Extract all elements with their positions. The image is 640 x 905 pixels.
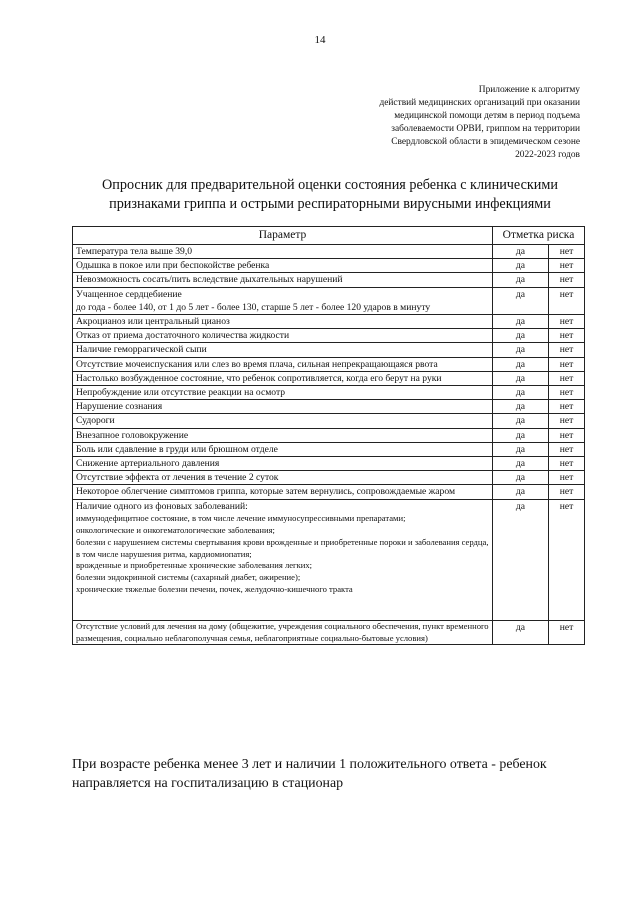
table-header-row — [73, 227, 585, 245]
answer-yes: да — [493, 414, 549, 428]
background-diseases-title: Наличие одного из фоновых заболеваний: — [76, 500, 248, 512]
background-disease-item: иммунодефицитное состояние, в том числе лечение иммуносупрессивными препаратами; — [76, 512, 406, 523]
answer-no: нет — [549, 315, 585, 329]
table-row — [73, 371, 585, 385]
row-parameter: Акроцианоз или центральный цианоз — [73, 315, 493, 329]
answer-no: нет — [549, 343, 585, 357]
appendix-line: Приложение к алгоритму — [478, 85, 580, 95]
appendix-line: медицинской помощи детям в период подъема — [394, 111, 580, 121]
row-parameter: Некоторое облегчение симптомов гриппа, которые затем вернулись, сопровождаемые жаром — [73, 485, 493, 499]
appendix-line: 2022-2023 годов — [515, 150, 580, 160]
answer-no: нет — [549, 442, 585, 456]
answer-yes: да — [493, 245, 549, 259]
row-parameter: Судороги — [73, 414, 493, 428]
answer-yes: да — [493, 273, 549, 287]
row-parameter: Боль или сдавление в груди или брюшном отделе — [73, 442, 493, 456]
answer-yes: да — [493, 620, 549, 645]
table-row — [73, 329, 585, 343]
answer-no: нет — [549, 428, 585, 442]
header-parameter: Параметр — [73, 227, 493, 245]
row-parameter: Отсутствие эффекта от лечения в течение 2 суток — [73, 471, 493, 485]
table-row — [73, 457, 585, 471]
page-number: 14 — [314, 34, 326, 46]
document-title — [60, 176, 600, 214]
row-parameter — [73, 287, 493, 314]
answer-yes: да — [493, 329, 549, 343]
row-parameter: Температура тела выше 39,0 — [73, 245, 493, 259]
answer-yes: да — [493, 343, 549, 357]
row-parameter: Невозможность сосать/пить вследствие дыхательных нарушений — [73, 273, 493, 287]
row-parameter-title: Учащенное сердцебиение — [76, 288, 182, 300]
table-row — [73, 343, 585, 357]
row-parameter: Внезапное головокружение — [73, 428, 493, 442]
answer-no: нет — [549, 357, 585, 371]
row-parameter: Нарушение сознания — [73, 400, 493, 414]
answer-yes: да — [493, 287, 549, 314]
answer-no: нет — [549, 400, 585, 414]
answer-no: нет — [549, 273, 585, 287]
row-parameter: Снижение артериального давления — [73, 457, 493, 471]
hospitalization-note: При возрасте ребенка менее 3 лет и наличии 1 положительного ответа - ребенок направляется на госпитализацию в стационар — [72, 757, 547, 791]
table-row — [73, 273, 585, 287]
background-disease-item: болезни с нарушением системы свертывания крови врожденные и приобретенные пороки и заболевания сердца, в том числе нарушения ритма, кардиомиопатия; — [76, 536, 489, 559]
table-row — [73, 386, 585, 400]
answer-no: нет — [549, 485, 585, 499]
answer-no: нет — [549, 329, 585, 343]
appendix-line: Свердловской области в эпидемическом сезоне — [391, 137, 580, 147]
row-parameter — [73, 620, 493, 645]
header-risk-mark: Отметка риска — [493, 227, 585, 245]
table-row — [73, 471, 585, 485]
document-title-line: Опросник для предварительной оценки состояния ребенка с клиническими — [102, 177, 558, 193]
table-row — [73, 287, 585, 314]
answer-yes: да — [493, 442, 549, 456]
answer-yes: да — [493, 428, 549, 442]
table-row — [73, 414, 585, 428]
background-disease-item: хронические тяжелые болезни печени, почек, желудочно-кишечного тракта — [76, 584, 353, 595]
row-parameter: Непробуждение или отсутствие реакции на осмотр — [73, 386, 493, 400]
answer-no: нет — [549, 386, 585, 400]
row-parameter: Отказ от приема достаточного количества жидкости — [73, 329, 493, 343]
answer-yes: да — [493, 357, 549, 371]
appendix-header — [320, 84, 580, 162]
answer-yes: да — [493, 315, 549, 329]
appendix-line: действий медицинских организаций при оказании — [379, 98, 580, 108]
table-row — [73, 442, 585, 456]
answer-no: нет — [549, 471, 585, 485]
row-parameter: Наличие геморрагической сыпи — [73, 343, 493, 357]
answer-yes: да — [493, 499, 549, 620]
answer-no: нет — [549, 499, 585, 620]
row-parameter: Одышка в покое или при беспокойстве ребенка — [73, 259, 493, 273]
table-row — [73, 315, 585, 329]
background-disease-item: онкологические и онкогематологические заболевания; — [76, 524, 275, 535]
answer-yes: да — [493, 386, 549, 400]
table-row — [73, 400, 585, 414]
table-row — [73, 357, 585, 371]
answer-yes: да — [493, 457, 549, 471]
row-parameter — [73, 499, 493, 620]
background-disease-item: врожденные и приобретенные хронические заболевания легких; — [76, 560, 313, 571]
answer-yes: да — [493, 400, 549, 414]
answer-yes: да — [493, 371, 549, 385]
answer-yes: да — [493, 485, 549, 499]
answer-yes: да — [493, 259, 549, 273]
background-disease-item: болезни эндокринной системы (сахарный диабет, ожирение); — [76, 572, 301, 583]
row-parameter-detail: до года - более 140, от 1 до 5 лет - более 130, старше 5 лет - более 120 ударов в минуту — [76, 301, 431, 313]
answer-no: нет — [549, 371, 585, 385]
answer-no: нет — [549, 245, 585, 259]
table-row-background-diseases — [73, 499, 585, 620]
answer-no: нет — [549, 414, 585, 428]
row-parameter: Отсутствие мочеиспускания или слез во время плача, сильная непрекращающаяся рвота — [73, 357, 493, 371]
answer-no: нет — [549, 457, 585, 471]
row-parameter: Настолько возбужденное состояние, что ребенок сопротивляется, когда его берут на руки — [73, 371, 493, 385]
answer-no: нет — [549, 287, 585, 314]
table-row-social-conditions — [73, 620, 585, 645]
answer-no: нет — [549, 259, 585, 273]
answer-yes: да — [493, 471, 549, 485]
survey-table — [72, 226, 585, 645]
table-row — [73, 245, 585, 259]
table-row — [73, 485, 585, 499]
appendix-line: заболеваемости ОРВИ, гриппом на территории — [391, 124, 580, 134]
document-title-line: признаками гриппа и острыми респираторными вирусными инфекциями — [109, 196, 551, 212]
answer-no: нет — [549, 620, 585, 645]
table-row — [73, 428, 585, 442]
table-row — [73, 259, 585, 273]
social-conditions-text: Отсутствие условий для лечения на дому (общежитие, учреждения социального обеспечения, пункт временного размещения, социально неблагополучная семья, неблагоприятные социально-бытовые условия) — [76, 620, 489, 643]
